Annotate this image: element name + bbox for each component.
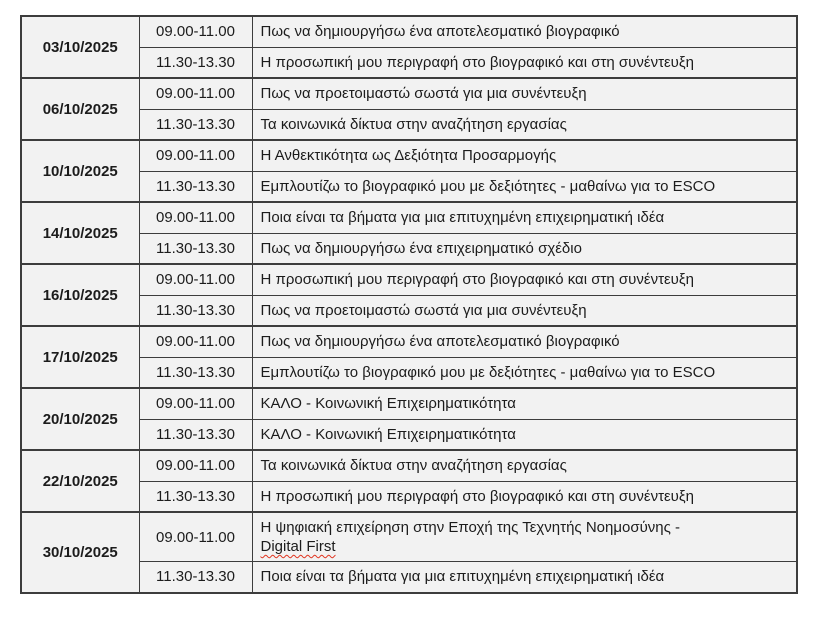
- session-title-text: Τα κοινωνικά δίκτυα στην αναζήτηση εργασίας: [260, 457, 567, 475]
- session-title-text: Πως να δημιουργήσω ένα επιχειρηματικό σχέδιο: [260, 239, 582, 257]
- session-title-cell: [252, 233, 797, 264]
- session-title-text: Ποια είναι τα βήματα για μια επιτυχημένη επιχειρηματική ιδέα: [260, 209, 665, 227]
- session-title-text: ΚΑΛΟ - Κοινωνική Επιχειρηματικότητα: [260, 425, 516, 443]
- session-title-text: Εμπλουτίζω το βιογραφικό μου με δεξιότητες - μαθαίνω για το ESCO: [260, 177, 716, 195]
- date-cell: 22/10/2025: [21, 450, 139, 512]
- time-slot-cell: 11.30-13.30: [139, 109, 252, 140]
- schedule-row: [21, 264, 797, 295]
- date-cell: 03/10/2025: [21, 16, 139, 78]
- schedule-row: [21, 140, 797, 171]
- session-title-cell: [252, 109, 797, 140]
- session-title-text: Εμπλουτίζω το βιογραφικό μου με δεξιότητες - μαθαίνω για το ESCO: [260, 363, 716, 381]
- session-title-cell: [252, 202, 797, 233]
- date-cell: 10/10/2025: [21, 140, 139, 202]
- schedule-row: [21, 388, 797, 419]
- session-title-text: Η προσωπική μου περιγραφή στο βιογραφικό και στη συνέντευξη: [260, 53, 694, 71]
- session-title-text: Πως να δημιουργήσω ένα αποτελεσματικό βιογραφικό: [260, 333, 620, 351]
- session-title-text: Η προσωπική μου περιγραφή στο βιογραφικό και στη συνέντευξη: [260, 487, 694, 505]
- time-slot-cell: 11.30-13.30: [139, 171, 252, 202]
- time-slot-cell: 09.00-11.00: [139, 388, 252, 419]
- time-slot-cell: 11.30-13.30: [139, 233, 252, 264]
- schedule-row: [21, 450, 797, 481]
- time-slot-cell: 11.30-13.30: [139, 357, 252, 388]
- session-title-cell: [252, 388, 797, 419]
- session-title-cell: [252, 171, 797, 202]
- session-title-cell: [252, 326, 797, 357]
- session-title-text: Πως να προετοιμαστώ σωστά για μια συνέντευξη: [260, 85, 587, 103]
- date-cell: 06/10/2025: [21, 78, 139, 140]
- session-title-cell: [252, 140, 797, 171]
- time-slot-cell: 09.00-11.00: [139, 512, 252, 562]
- schedule-table: [20, 15, 798, 594]
- time-slot-cell: 09.00-11.00: [139, 264, 252, 295]
- session-title-cell: [252, 16, 797, 47]
- session-title-text: Πως να δημιουργήσω ένα αποτελεσματικό βιογραφικό: [260, 23, 620, 41]
- session-title-text: Η ψηφιακή επιχείρηση στην Εποχή της Τεχνητής Νοημοσύνης -: [260, 519, 681, 536]
- schedule-row: [21, 202, 797, 233]
- time-slot-cell: 09.00-11.00: [139, 202, 252, 233]
- session-title-text: Τα κοινωνικά δίκτυα στην αναζήτηση εργασίας: [260, 115, 567, 133]
- session-title-cell: [252, 512, 797, 562]
- session-title-text: ΚΑΛΟ - Κοινωνική Επιχειρηματικότητα: [260, 395, 516, 413]
- schedule-row: [21, 326, 797, 357]
- session-title-cell: [252, 357, 797, 388]
- time-slot-cell: 09.00-11.00: [139, 16, 252, 47]
- session-title-cell: [252, 419, 797, 450]
- time-slot-cell: 11.30-13.30: [139, 295, 252, 326]
- schedule-row: [21, 512, 797, 562]
- date-cell: 20/10/2025: [21, 388, 139, 450]
- time-slot-cell: 09.00-11.00: [139, 140, 252, 171]
- session-title-cell: [252, 78, 797, 109]
- time-slot-cell: 11.30-13.30: [139, 481, 252, 512]
- time-slot-cell: 11.30-13.30: [139, 419, 252, 450]
- date-cell: 16/10/2025: [21, 264, 139, 326]
- date-cell: 30/10/2025: [21, 512, 139, 593]
- schedule-row: [21, 16, 797, 47]
- session-title-cell: [252, 562, 797, 593]
- time-slot-cell: 09.00-11.00: [139, 326, 252, 357]
- session-title-cell: [252, 450, 797, 481]
- session-title-cell: [252, 295, 797, 326]
- schedule-row: [21, 78, 797, 109]
- session-title-cell: [252, 481, 797, 512]
- session-title-text: Η προσωπική μου περιγραφή στο βιογραφικό και στη συνέντευξη: [260, 271, 694, 289]
- time-slot-cell: 11.30-13.30: [139, 562, 252, 593]
- time-slot-cell: 11.30-13.30: [139, 47, 252, 78]
- time-slot-cell: 09.00-11.00: [139, 450, 252, 481]
- date-cell: 14/10/2025: [21, 202, 139, 264]
- time-slot-cell: 09.00-11.00: [139, 78, 252, 109]
- schedule-table-body: [21, 16, 797, 593]
- session-title-cell: [252, 47, 797, 78]
- session-title-text: Ποια είναι τα βήματα για μια επιτυχημένη επιχειρηματική ιδέα: [260, 568, 665, 586]
- session-title-cell: [252, 264, 797, 295]
- session-title-text: Η Ανθεκτικότητα ως Δεξιότητα Προσαρμογής: [260, 147, 557, 165]
- session-title-text: Πως να προετοιμαστώ σωστά για μια συνέντευξη: [260, 301, 587, 319]
- session-title-line2: Digital First: [260, 538, 336, 555]
- date-cell: 17/10/2025: [21, 326, 139, 388]
